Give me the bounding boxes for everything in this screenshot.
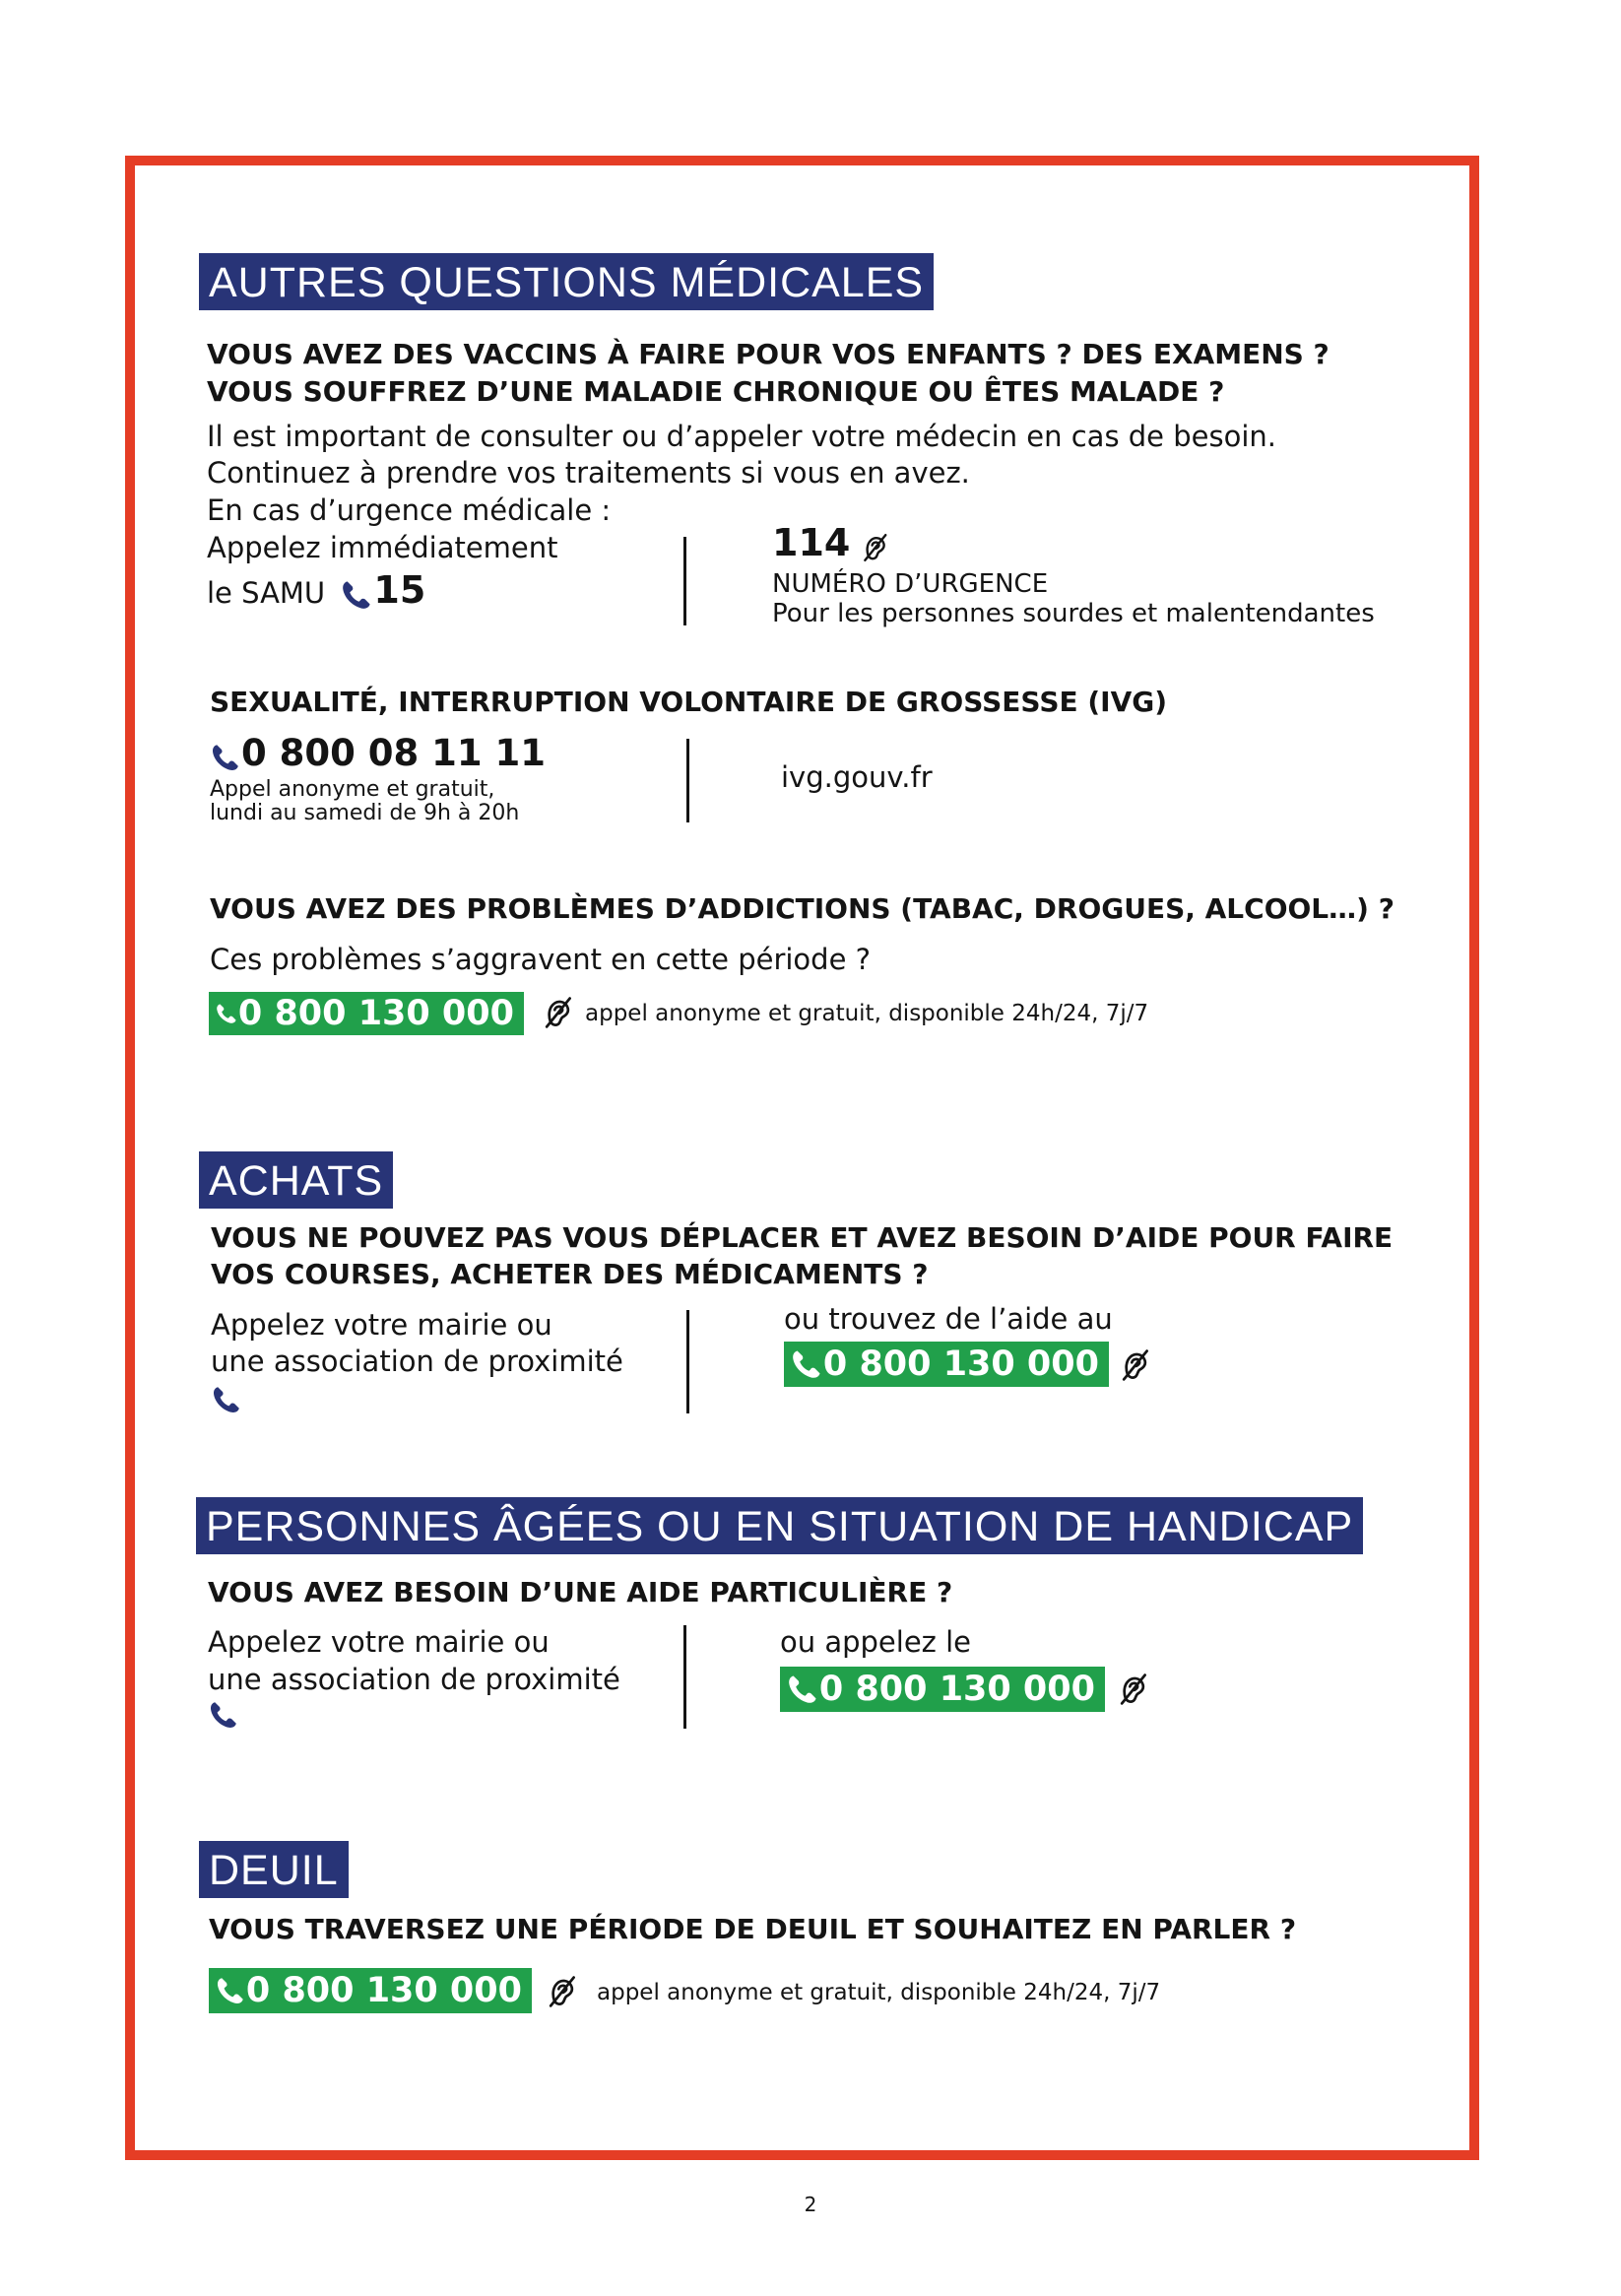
- deuil-phone-button[interactable]: [209, 1968, 532, 2013]
- medical-question-2: VOUS SOUFFREZ D’UNE MALADIE CHRONIQUE OU ÊTES MALADE ?: [207, 375, 1225, 408]
- handicap-phone-button[interactable]: [780, 1667, 1105, 1712]
- samu-label: le SAMU: [207, 576, 326, 610]
- achats-question-2: VOS COURSES, ACHETER DES MÉDICAMENTS ?: [211, 1258, 929, 1290]
- addictions-note: appel anonyme et gratuit, disponible 24h/24, 7j/7: [585, 1001, 1149, 1026]
- divider: [683, 537, 686, 625]
- page-number: 2: [804, 2193, 817, 2216]
- phone-icon: [786, 1673, 819, 1706]
- addictions-phone-button[interactable]: [209, 992, 524, 1035]
- urgence-label: NUMÉRO D’URGENCE: [772, 569, 1049, 599]
- medical-question-1: VOUS AVEZ DES VACCINS À FAIRE POUR VOS ENFANTS ? DES EXAMENS ?: [207, 338, 1329, 370]
- medical-body-1: Il est important de consulter ou d’appeler votre médecin en cas de besoin.: [207, 420, 1276, 453]
- deaf-icon: [544, 1974, 579, 2009]
- section-title-deuil: DEUIL: [199, 1841, 349, 1898]
- divider: [683, 1625, 686, 1729]
- phone-icon: [208, 1699, 239, 1731]
- urgence-number-row: [772, 521, 890, 565]
- handicap-number: 0 800 130 000: [818, 1670, 1095, 1709]
- deaf-icon: [540, 995, 575, 1030]
- urgence-desc: Pour les personnes sourdes et malentendantes: [772, 599, 1375, 628]
- achats-right-text: ou trouvez de l’aide au: [784, 1302, 1113, 1336]
- phone-icon: [210, 742, 241, 773]
- divider: [686, 1310, 689, 1413]
- ivg-website[interactable]: ivg.gouv.fr: [781, 760, 933, 794]
- handicap-question: VOUS AVEZ BESOIN D’UNE AIDE PARTICULIÈRE ?: [208, 1576, 953, 1608]
- deaf-icon: [859, 532, 890, 563]
- samu-line-1: Appelez immédiatement: [207, 531, 558, 564]
- ivg-number[interactable]: 0 800 08 11 11: [241, 732, 546, 774]
- section-title-handicap: PERSONNES ÂGÉES OU EN SITUATION DE HANDICAP: [196, 1497, 1363, 1554]
- deuil-note: appel anonyme et gratuit, disponible 24h/24, 7j/7: [597, 1980, 1161, 2005]
- addictions-heading: VOUS AVEZ DES PROBLÈMES D’ADDICTIONS (TABAC, DROGUES, ALCOOL…) ?: [210, 892, 1394, 925]
- addictions-text: Ces problèmes s’aggravent en cette période ?: [210, 943, 872, 976]
- phone-icon: [790, 1347, 823, 1381]
- handicap-right-text: ou appelez le: [780, 1625, 972, 1659]
- samu-line-2: [207, 568, 426, 612]
- urgence-number[interactable]: 114: [772, 521, 851, 564]
- deuil-number: 0 800 130 000: [245, 1971, 522, 2010]
- phone-icon: [215, 997, 238, 1030]
- achats-question-1: VOUS NE POUVEZ PAS VOUS DÉPLACER ET AVEZ BESOIN D’AIDE POUR FAIRE: [211, 1221, 1394, 1254]
- phone-icon: [215, 1974, 246, 2007]
- ivg-note-1: Appel anonyme et gratuit,: [210, 777, 495, 802]
- achats-number: 0 800 130 000: [822, 1345, 1099, 1384]
- medical-body-2: Continuez à prendre vos traitements si vous en avez.: [207, 456, 970, 490]
- achats-phone-button[interactable]: [784, 1342, 1109, 1387]
- deaf-icon: [1115, 1672, 1150, 1707]
- section-title-medical: AUTRES QUESTIONS MÉDICALES: [199, 253, 934, 310]
- phone-icon: [340, 578, 373, 612]
- samu-number[interactable]: 15: [373, 568, 426, 612]
- addictions-number: 0 800 130 000: [237, 994, 514, 1033]
- handicap-left-1: Appelez votre mairie ou: [208, 1625, 550, 1659]
- ivg-note-2: lundi au samedi de 9h à 20h: [210, 801, 520, 825]
- handicap-left-2: une association de proximité: [208, 1663, 620, 1696]
- deaf-icon: [1117, 1347, 1152, 1383]
- achats-left-1: Appelez votre mairie ou: [211, 1308, 552, 1342]
- divider: [686, 739, 689, 822]
- ivg-heading: SEXUALITÉ, INTERRUPTION VOLONTAIRE DE GROSSESSE (IVG): [210, 686, 1168, 718]
- deuil-question: VOUS TRAVERSEZ UNE PÉRIODE DE DEUIL ET SOUHAITEZ EN PARLER ?: [209, 1913, 1297, 1945]
- ivg-number-row: [210, 732, 546, 775]
- medical-body-3: En cas d’urgence médicale :: [207, 493, 612, 527]
- achats-left-2: une association de proximité: [211, 1345, 623, 1378]
- phone-icon: [211, 1384, 242, 1415]
- section-title-achats: ACHATS: [199, 1151, 393, 1209]
